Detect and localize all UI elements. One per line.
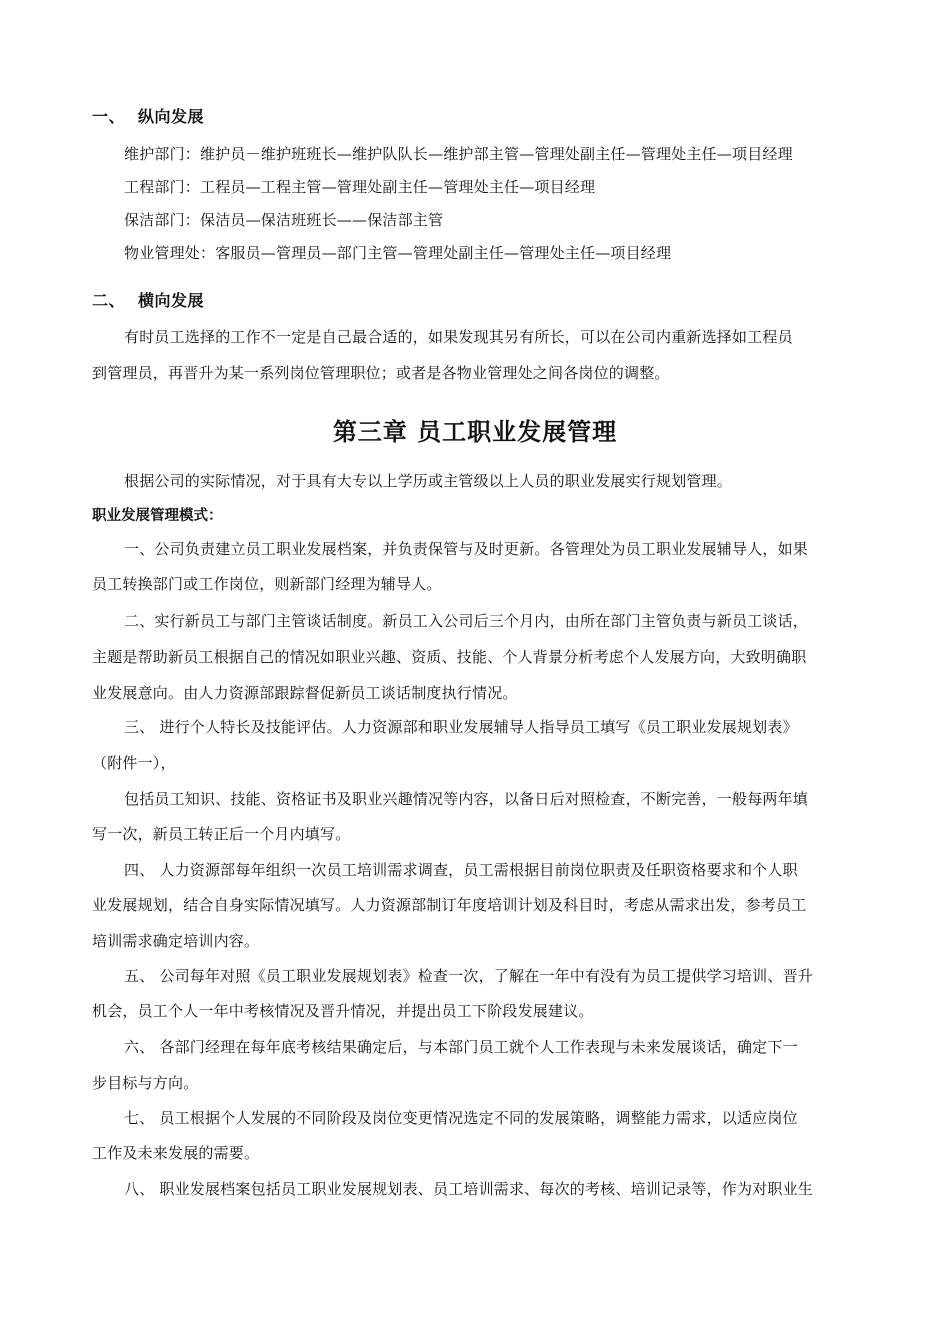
item-line: 主题是帮助新员工根据自己的情况如职业兴趣、资质、技能、个人背景分析考虑个人发展方向，大致明确职 [92,648,807,666]
section2-line: 有时员工选择的工作不一定是自己最合适的，如果发现其另有所长，可以在公司内重新选择如工程员 [124,328,793,346]
item-line: 五、 公司每年对照《员工职业发展规划表》检查一次，了解在一年中有没有为员工提供学习培训、晋升 [124,967,813,985]
section2-title: 横向发展 [138,291,205,310]
item-line: 写一次，新员工转正后一个月内填写。 [92,825,351,843]
section1-number: 一、 [92,107,126,126]
item-line: 工作及未来发展的需要。 [92,1144,260,1162]
item-line: 机会，员工个人一年中考核情况及晋升情况，并提出员工下阶段发展建议。 [92,1002,594,1020]
section1-heading [92,104,204,127]
item-line: 步目标与方向。 [92,1074,199,1092]
item-line: 七、 员工根据个人发展的不同阶段及岗位变更情况选定不同的发展策略，调整能力需求，以适应岗位 [124,1109,798,1127]
section1-line: 物业管理处：客服员—管理员—部门主管—管理处副主任—管理处主任—项目经理 [124,244,672,262]
item-line: 包括员工知识、技能、资格证书及职业兴趣情况等内容，以备日后对照检查，不断完善，一般每两年填 [124,790,809,808]
item-line: 员工转换部门或工作岗位，则新部门经理为辅导人。 [92,575,442,593]
section2-number: 二、 [92,291,126,310]
item-line: 业发展规划，结合自身实际情况填写。人力资源部制订年度培训计划及科目时，考虑从需求出发，参考员工 [92,896,807,914]
item-line: 二、实行新员工与部门主管谈话制度。新员工入公司后三个月内，由所在部门主管负责与新员工谈话， [124,612,809,630]
item-line: 业发展意向。由人力资源部跟踪督促新员工谈话制度执行情况。 [92,684,518,702]
item-line: 四、 人力资源部每年组织一次员工培训需求调查，员工需根据目前岗位职责及任职资格要求和个人职 [124,861,798,879]
section1-line: 保洁部门：保洁员—保洁班班长——保洁部主管 [124,211,444,229]
section1-title: 纵向发展 [138,107,205,126]
item-line: （附件一）， [92,754,176,772]
mode-title: 职业发展管理模式： [92,508,223,524]
section1-line: 维护部门：维护员－维护班班长—维护队队长—维护部主管—管理处副主任—管理处主任—项目经理 [124,145,793,163]
chapter-title: 第三章 员工职业发展管理 [332,418,618,446]
item-line: 八、 职业发展档案包括员工职业发展规划表、员工培训需求、每次的考核、培训记录等，作为对职业生 [124,1180,813,1198]
item-line: 培训需求确定培训内容。 [92,932,260,950]
item-line: 一、公司负责建立员工职业发展档案，并负责保管与及时更新。各管理处为员工职业发展辅导人，如果 [124,540,809,558]
section2-line: 到管理员，再晋升为某一系列岗位管理职位；或者是各物业管理处之间各岗位的调整。 [92,364,670,382]
section2-heading [92,288,204,311]
chapter-intro: 根据公司的实际情况，对于具有大专以上学历或主管级以上人员的职业发展实行规划管理。 [124,472,733,490]
section1-line: 工程部门：工程员—工程主管—管理处副主任—管理处主任—项目经理 [124,178,596,196]
item-line: 三、 进行个人特长及技能评估。人力资源部和职业发展辅导人指导员工填写《员工职业发展规划表》 [124,718,798,736]
item-line: 六、 各部门经理在每年底考核结果确定后，与本部门员工就个人工作表现与未来发展谈话，确定下一 [124,1038,798,1056]
